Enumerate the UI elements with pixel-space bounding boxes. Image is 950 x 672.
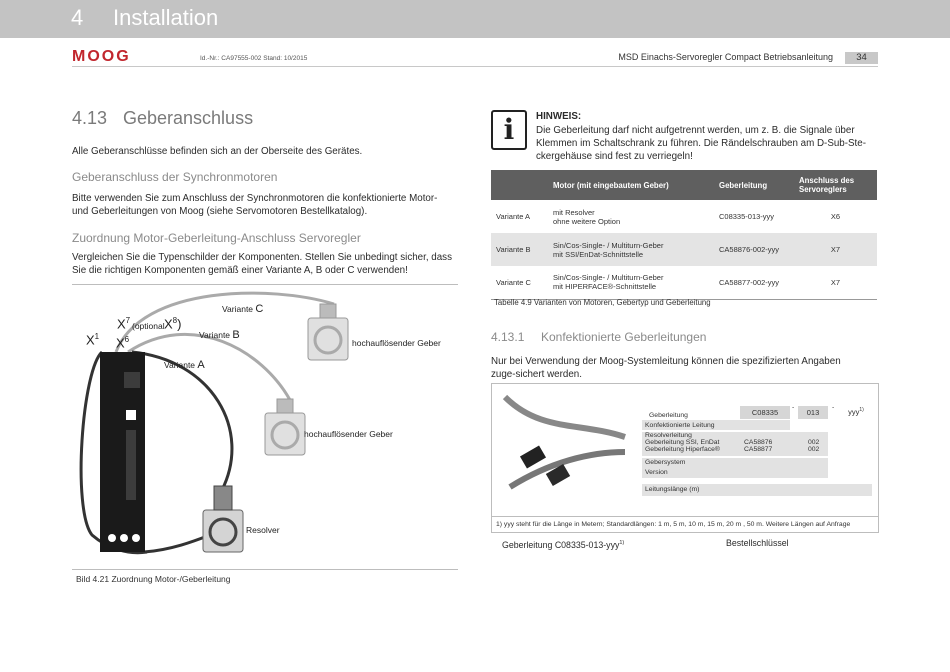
intro-text: Alle Geberanschlüsse befinden sich an der Oberseite des Gerätes. xyxy=(72,146,363,157)
paragraph-line: Bitte verwenden Sie zum Anschluss der Synchronmotoren die konfektionierte Motor- xyxy=(72,193,438,204)
key-geberleitung-ssi: Geberleitung SSI, EnDat xyxy=(645,439,720,446)
figure-caption: Bild 4.21 Zuordnung Motor-/Geberleitung xyxy=(76,574,231,584)
value-ca58876: CA58876 xyxy=(744,439,773,446)
label-variante-b: Variante B xyxy=(199,329,240,341)
paragraph-line: Nur bei Verwendung der Moog-Systemleitung können die spezifizierten Angaben xyxy=(491,356,841,367)
order-dash: - xyxy=(832,404,835,411)
table-header: Geberleitung xyxy=(714,170,794,200)
variant-table xyxy=(491,170,877,300)
subheading-synchronmotoren: Geberanschluss der Synchronmotoren xyxy=(72,170,278,184)
order-field-3: yyy$^{1)}$ xyxy=(848,407,864,417)
table-cell: Sin/Cos-Single- / Multiturn-Geber mit SSI/EnDat-Schnittstelle xyxy=(548,233,714,266)
cable-motor-end xyxy=(144,535,210,552)
chapter-number: 4 xyxy=(71,5,84,30)
table-cell: X7 xyxy=(794,266,877,299)
table-cell: Variante A xyxy=(496,212,531,221)
label-variante-c: Variante C xyxy=(222,303,264,315)
chapter-title: Installation xyxy=(113,5,219,30)
divider xyxy=(72,569,458,570)
value-002: 002 xyxy=(808,439,820,446)
key-konfektionierte-leitung: Konfektionierte Leitung xyxy=(645,422,715,429)
note-text: Die Geberleitung darf nicht aufgetrennt werden, um z. B. die Signale über Klemmen im Schaltschrank zu führen. Die Rändelschrauben am D-Sub-Ste- ckergehäuse sind fest zu verriegeln! xyxy=(536,125,866,163)
page-number: 34 xyxy=(845,52,878,64)
note-heading: HINWEIS: xyxy=(536,111,582,122)
table-row xyxy=(491,266,877,299)
table-cell: CA58876-002-yyy xyxy=(714,233,794,266)
header-divider xyxy=(72,66,878,67)
key-gebersystem: Gebersystem xyxy=(645,459,686,466)
table-cell: C08335-013-yyy xyxy=(719,212,775,221)
order-field-2: 013 xyxy=(798,406,828,419)
key-resolverleitung: Resolverleitung xyxy=(645,432,692,439)
manual-title: MSD Einachs-Servoregler Compact Betriebsanleitung xyxy=(618,52,833,62)
table-cell: X7 xyxy=(794,233,877,266)
cable-photo xyxy=(500,392,630,502)
cable-variante-a xyxy=(132,352,232,490)
table-cell: Sin/Cos-Single- / Multiturn-Geber mit HIPERFACE®-Schnittstelle xyxy=(548,266,714,299)
table-caption: Tabelle 4.9 Varianten von Motoren, Gebertyp und Geberleitung xyxy=(494,298,711,307)
key-leitungslaenge: Leitungslänge (m) xyxy=(645,486,700,493)
subsection-title: Konfektionierte Geberleitungen xyxy=(541,330,707,344)
paragraph-line: und Geberleitungen von Moog (siehe Servomotoren Bestellkatalog). xyxy=(72,206,368,217)
order-dash: - xyxy=(792,404,795,411)
section-title: Geberanschluss xyxy=(123,108,254,128)
info-icon: i xyxy=(491,110,527,150)
order-field-1: C08335 xyxy=(740,406,790,419)
label-resolver: Resolver xyxy=(246,525,280,535)
table-row xyxy=(491,233,877,266)
order-code-caption: Bestellschlüssel xyxy=(726,538,789,548)
subheading-zuordnung: Zuordnung Motor-Geberleitung-Anschluss Servoregler xyxy=(72,231,361,245)
label-variante-a: Variante A xyxy=(164,359,205,371)
table-cell: mit Resolver ohne weitere Option xyxy=(553,207,621,226)
key-geberleitung: Geberleitung xyxy=(649,412,688,419)
divider xyxy=(72,284,458,285)
label-hochaufloesender-geber-b: hochauflösender Geber xyxy=(304,429,393,439)
table-cell: X6 xyxy=(830,212,841,221)
table-header: Anschluss des Servoreglers xyxy=(794,170,877,200)
paragraph-line: Vergleichen Sie die Typenschilder der Komponenten. Stellen Sie unbedingt sicher, dass xyxy=(72,252,452,263)
order-footnote: 1) yyy steht für die Länge in Metern; Standardlängen: 1 m, 5 m, 10 m, 15 m, 20 m , 50 m. Weitere Längen auf Anfrage xyxy=(491,516,879,533)
order-code-box xyxy=(491,383,879,533)
value-ca58877: CA58877 xyxy=(744,446,773,453)
label-x6: $X^6$ xyxy=(116,335,130,351)
key-geberleitung-hiperface: Geberleitung Hiperface® xyxy=(645,446,720,453)
table-header xyxy=(491,170,548,200)
value-002: 002 xyxy=(808,446,820,453)
table-cell: CA58877-002-yyy xyxy=(714,266,794,299)
paragraph-line: zuge-sichert werden. xyxy=(491,369,582,380)
document-id: Id.-Nr.: CA97555-002 Stand: 10/2015 xyxy=(200,55,308,62)
table-header: Motor (mit eingebautem Geber) xyxy=(548,170,714,200)
wiring-diagram xyxy=(72,290,458,560)
subsection-number: 4.13.1 xyxy=(491,330,525,344)
label-hochaufloesender-geber-c: hochauflösender Geber xyxy=(352,338,441,348)
table-cell: Variante C xyxy=(491,266,548,299)
table-row xyxy=(491,200,877,233)
moog-logo: MOOG xyxy=(72,48,131,65)
table-header-row xyxy=(491,170,877,200)
key-version: Version xyxy=(645,469,668,476)
label-x1: $X^1$ xyxy=(86,332,100,348)
label-x7: $X^7$ xyxy=(117,316,131,332)
label-optional: (optional xyxy=(132,321,165,331)
order-bar xyxy=(642,468,828,478)
paragraph-line: Sie die richtigen Komponenten gemäß einer Variante A, B oder C verwenden! xyxy=(72,265,408,276)
label-x8: $X^8$) xyxy=(164,316,182,332)
section-number: 4.13 xyxy=(72,108,108,128)
photo-caption: Geberleitung C08335-013-yyy$^{1)}$ xyxy=(502,539,625,550)
table-cell: Variante B xyxy=(491,233,548,266)
